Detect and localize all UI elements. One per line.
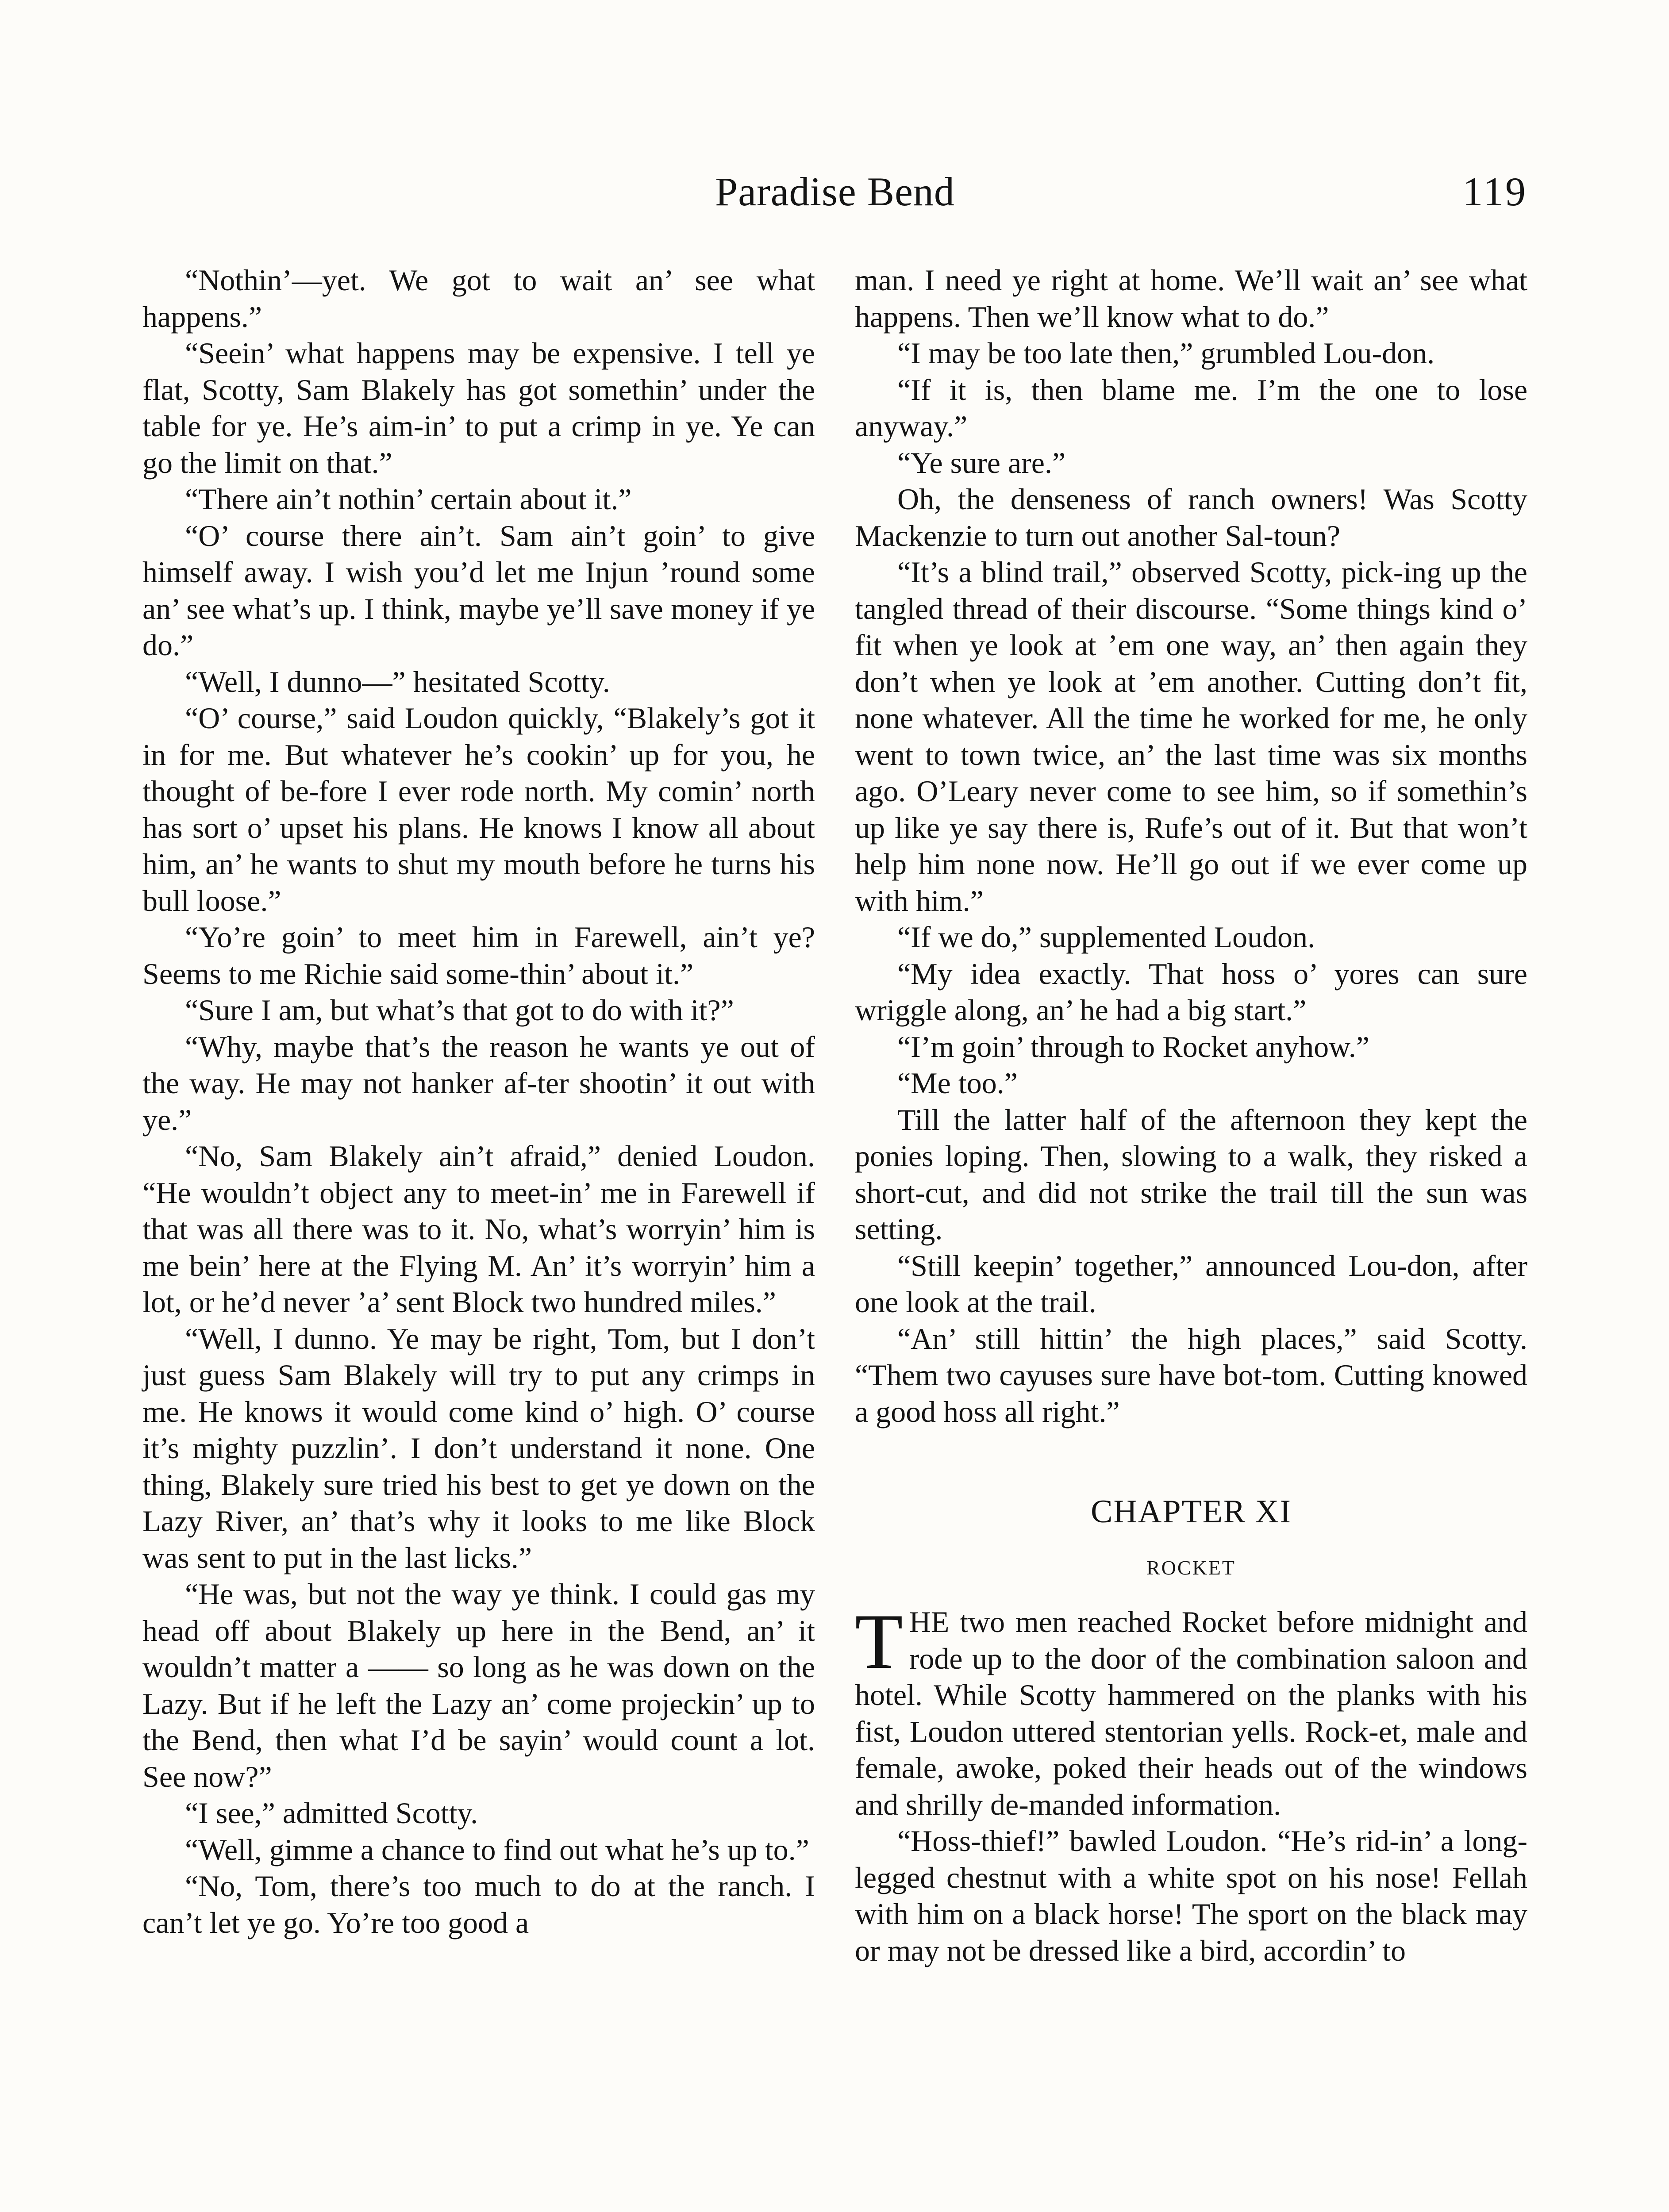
right-column [855,262,1527,1969]
paragraph: “Hoss-thief!” bawled Loudon. “He’s rid-in’ a long-legged chestnut with a white spot on his nose! Fellah with him on a black horse! The sport on the black may or may not be dressed like a bird, accordin’ to [855,1824,1527,1967]
paragraph: “If it is, then blame me. I’m the one to lose anyway.” [855,373,1527,443]
paragraph: “Sure I am, but what’s that got to do with it?” [185,993,734,1027]
paragraph: “O’ course,” said Loudon quickly, “Blakely’s got it in for me. But whatever he’s cookin’ up for you, he thought of be-fore I ever rode north. My comin’ north has sort o’ upset his plans. He knows I know all about him, an’ he wants to shut my mouth before he turns his bull loose.” [142,701,815,918]
paragraph: “Seein’ what happens may be expensive. I tell ye flat, Scotty, Sam Blakely has got somethin’ under the table for ye. He’s aim-in’ to put a crimp in ye. Ye can go the limit on that.” [142,336,815,480]
paragraph: “If we do,” supplemented Loudon. [897,920,1315,954]
running-head [142,168,1527,221]
chapter-subheading: ROCKET [1146,1556,1236,1579]
left-column [142,262,815,1941]
paragraph: “It’s a blind trail,” observed Scotty, pick-ing up the tangled thread of their discourse. “Some things kind o’ fit when ye look at ’em one way, an’ then again they don’t when ye look at ’em another. Cutting don’t fit, none whatever. All the time he worked for me, he only went to town twice, an’ the last time was six months ago. O’Leary never come to see him, so if somethin’s up like ye say there is, Rufe’s out of it. But that won’t help him none now. He’ll go out if we ever come up with him.” [855,555,1527,918]
paragraph: “Why, maybe that’s the reason he wants ye out of the way. He may not hanker af-ter shootin’ it out with ye.” [142,1029,815,1137]
chapter-first-paragraph [855,1598,1527,1823]
paragraph: “I’m goin’ through to Rocket anyhow.” [897,1029,1369,1064]
paragraph: “I see,” admitted Scotty. [185,1796,478,1830]
chapter-heading: CHAPTER XI [1091,1494,1292,1530]
paragraph: “My idea exactly. That hoss o’ yores can sure wriggle along, an’ he had a big start.” [855,956,1527,1027]
paragraph: “Well, I dunno. Ye may be right, Tom, but I don’t just guess Sam Blakely will try to put any crimps in me. He knows it would come kind o’ high. O’ course it’s mighty puzzlin’. I don’t understand it none. One thing, Blakely sure tried his best to get ye down on the Lazy River, an’ that’s why it looks to me like Block was sent to put in the last licks.” [142,1321,815,1575]
chapter-first-paragraph-text: HE two men reached Rocket before midnight and rode up to the door of the combination saloon and hotel. While Scotty hammered on the planks with his fist, Loudon uttered stentorian yells. Rock-et, male and female, awoke, poked their heads out of the windows and shrilly de-manded information. [855,1605,1527,1821]
paragraph: “An’ still hittin’ the high places,” said Scotty. “Them two cayuses sure have bot-tom. Cutting knowed a good hoss all right.” [855,1321,1527,1429]
paragraph: “No, Sam Blakely ain’t afraid,” denied Loudon. “He wouldn’t object any to meet-in’ me in Farewell if that was all there was to it. No, what’s worryin’ him is me bein’ here at the Flying M. An’ it’s worryin’ him a lot, or he’d never ’a’ sent Block two hundred miles.” [142,1139,815,1319]
paragraph: “I may be too late then,” grumbled Lou-don. [897,336,1435,370]
paragraph: “Well, I dunno—” hesitated Scotty. [185,664,610,699]
paragraph: Till the latter half of the afternoon they kept the ponies loping. Then, slowing to a walk, they risked a short-cut, and did not strike the trail till the sun was setting. [855,1102,1527,1246]
paragraph: “Still keepin’ together,” announced Lou-don, after one look at the trail. [855,1248,1527,1319]
running-title: Paradise Bend [715,169,955,214]
paragraph: “Ye sure are.” [897,445,1066,480]
paragraph: “Me too.” [897,1066,1018,1100]
drop-cap: T [855,1598,903,1685]
paragraph: “Yo’re goin’ to meet him in Farewell, ain’t ye? Seems to me Richie said some-thin’ about it.” [142,920,815,991]
paragraph: “Nothin’—yet. We got to wait an’ see what happens.” [142,263,815,334]
paragraph: “No, Tom, there’s too much to do at the ranch. I can’t let ye go. Yo’re too good a [142,1869,815,1939]
paragraph: Oh, the denseness of ranch owners! Was Scotty Mackenzie to turn out another Sal-toun? [855,482,1527,553]
paragraph: “There ain’t nothin’ certain about it.” [185,482,632,516]
page-number: 119 [1462,169,1527,214]
paragraph: “O’ course there ain’t. Sam ain’t goin’ to give himself away. I wish you’d let me Injun ’round some an’ see what’s up. I think, maybe ye’ll save money if ye do.” [142,518,815,662]
paragraph: “He was, but not the way ye think. I could gas my head off about Blakely up here in the Bend, an’ it wouldn’t matter a —— so long as he was down on the Lazy. But if he left the Lazy an’ come projeckin’ up to the Bend, then what I’d be sayin’ would count a lot. See now?” [142,1577,815,1793]
paragraph: “Well, gimme a chance to find out what he’s up to.” [185,1832,809,1866]
paragraph-continued: man. I need ye right at home. We’ll wait an’ see what happens. Then we’ll know what to do.” [855,263,1527,334]
